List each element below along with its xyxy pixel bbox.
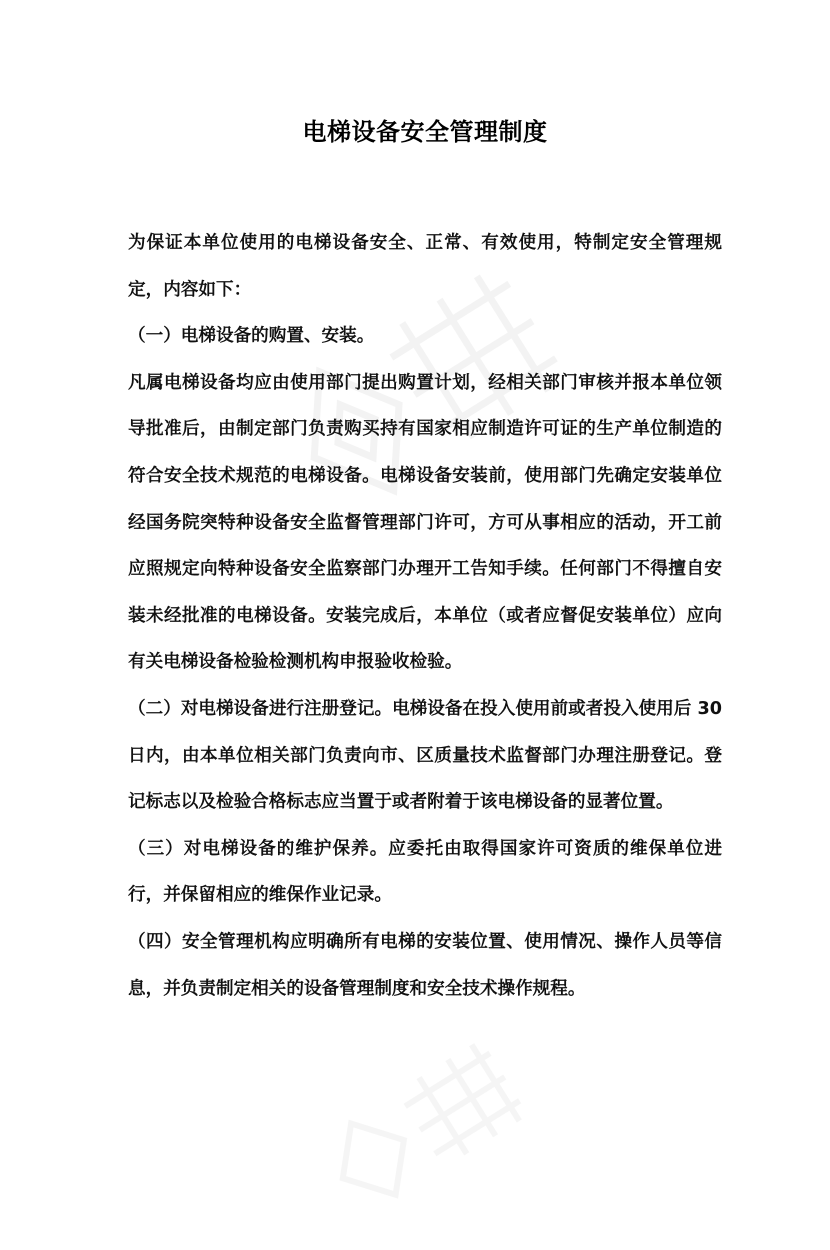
section-2-paragraph: （二）对电梯设备进行注册登记。电梯设备在投入使用前或者投入使用后 30 日内，由本单位相关部门负责向市、区质量技术监督部门办理注册登记。登记标志以及检验合格标志应当置于或者附着于该电梯设备的显著位置。 bbox=[128, 698, 722, 813]
section-heading-1: （一）电梯设备的购置、安装。 bbox=[128, 326, 375, 347]
watermark-graphic-bottom bbox=[285, 1010, 554, 1250]
document-body bbox=[128, 220, 722, 1012]
intro-paragraph: 为保证本单位使用的电梯设备安全、正常、有效使用，特制定安全管理规定，内容如下： bbox=[128, 233, 722, 300]
section-3-paragraph: （三）对电梯设备的维护保养。应委托由取得国家许可资质的维保单位进行，并保留相应的维保作业记录。 bbox=[128, 838, 722, 906]
document-content bbox=[128, 112, 722, 1012]
section-1-paragraph: 凡属电梯设备均应由使用部门提出购置计划，经相关部门审核并报本单位领导批准后，由制定部门负责购买持有国家相应制造许可证的生产单位制造的符合安全技术规范的电梯设备。电梯设备安装前，使用部门先确定安装单位经国务院突特种设备安全监督管理部门许可，方可从事相应的活动，开工前应照规定向特种设备安全监察部门办理开工告知手续。任何部门不得擅自安装未经批准的电梯设备。安装完成后，本单位（或者应督促安装单位）应向有关电梯设备检验检测机构申报验收检验。 bbox=[128, 372, 722, 673]
section-4-paragraph: （四）安全管理机构应明确所有电梯的安装位置、使用情况、操作人员等信息，并负责制定相关的设备管理制度和安全技术操作规程。 bbox=[128, 931, 722, 999]
document-title: 电梯设备安全管理制度 bbox=[302, 118, 548, 146]
